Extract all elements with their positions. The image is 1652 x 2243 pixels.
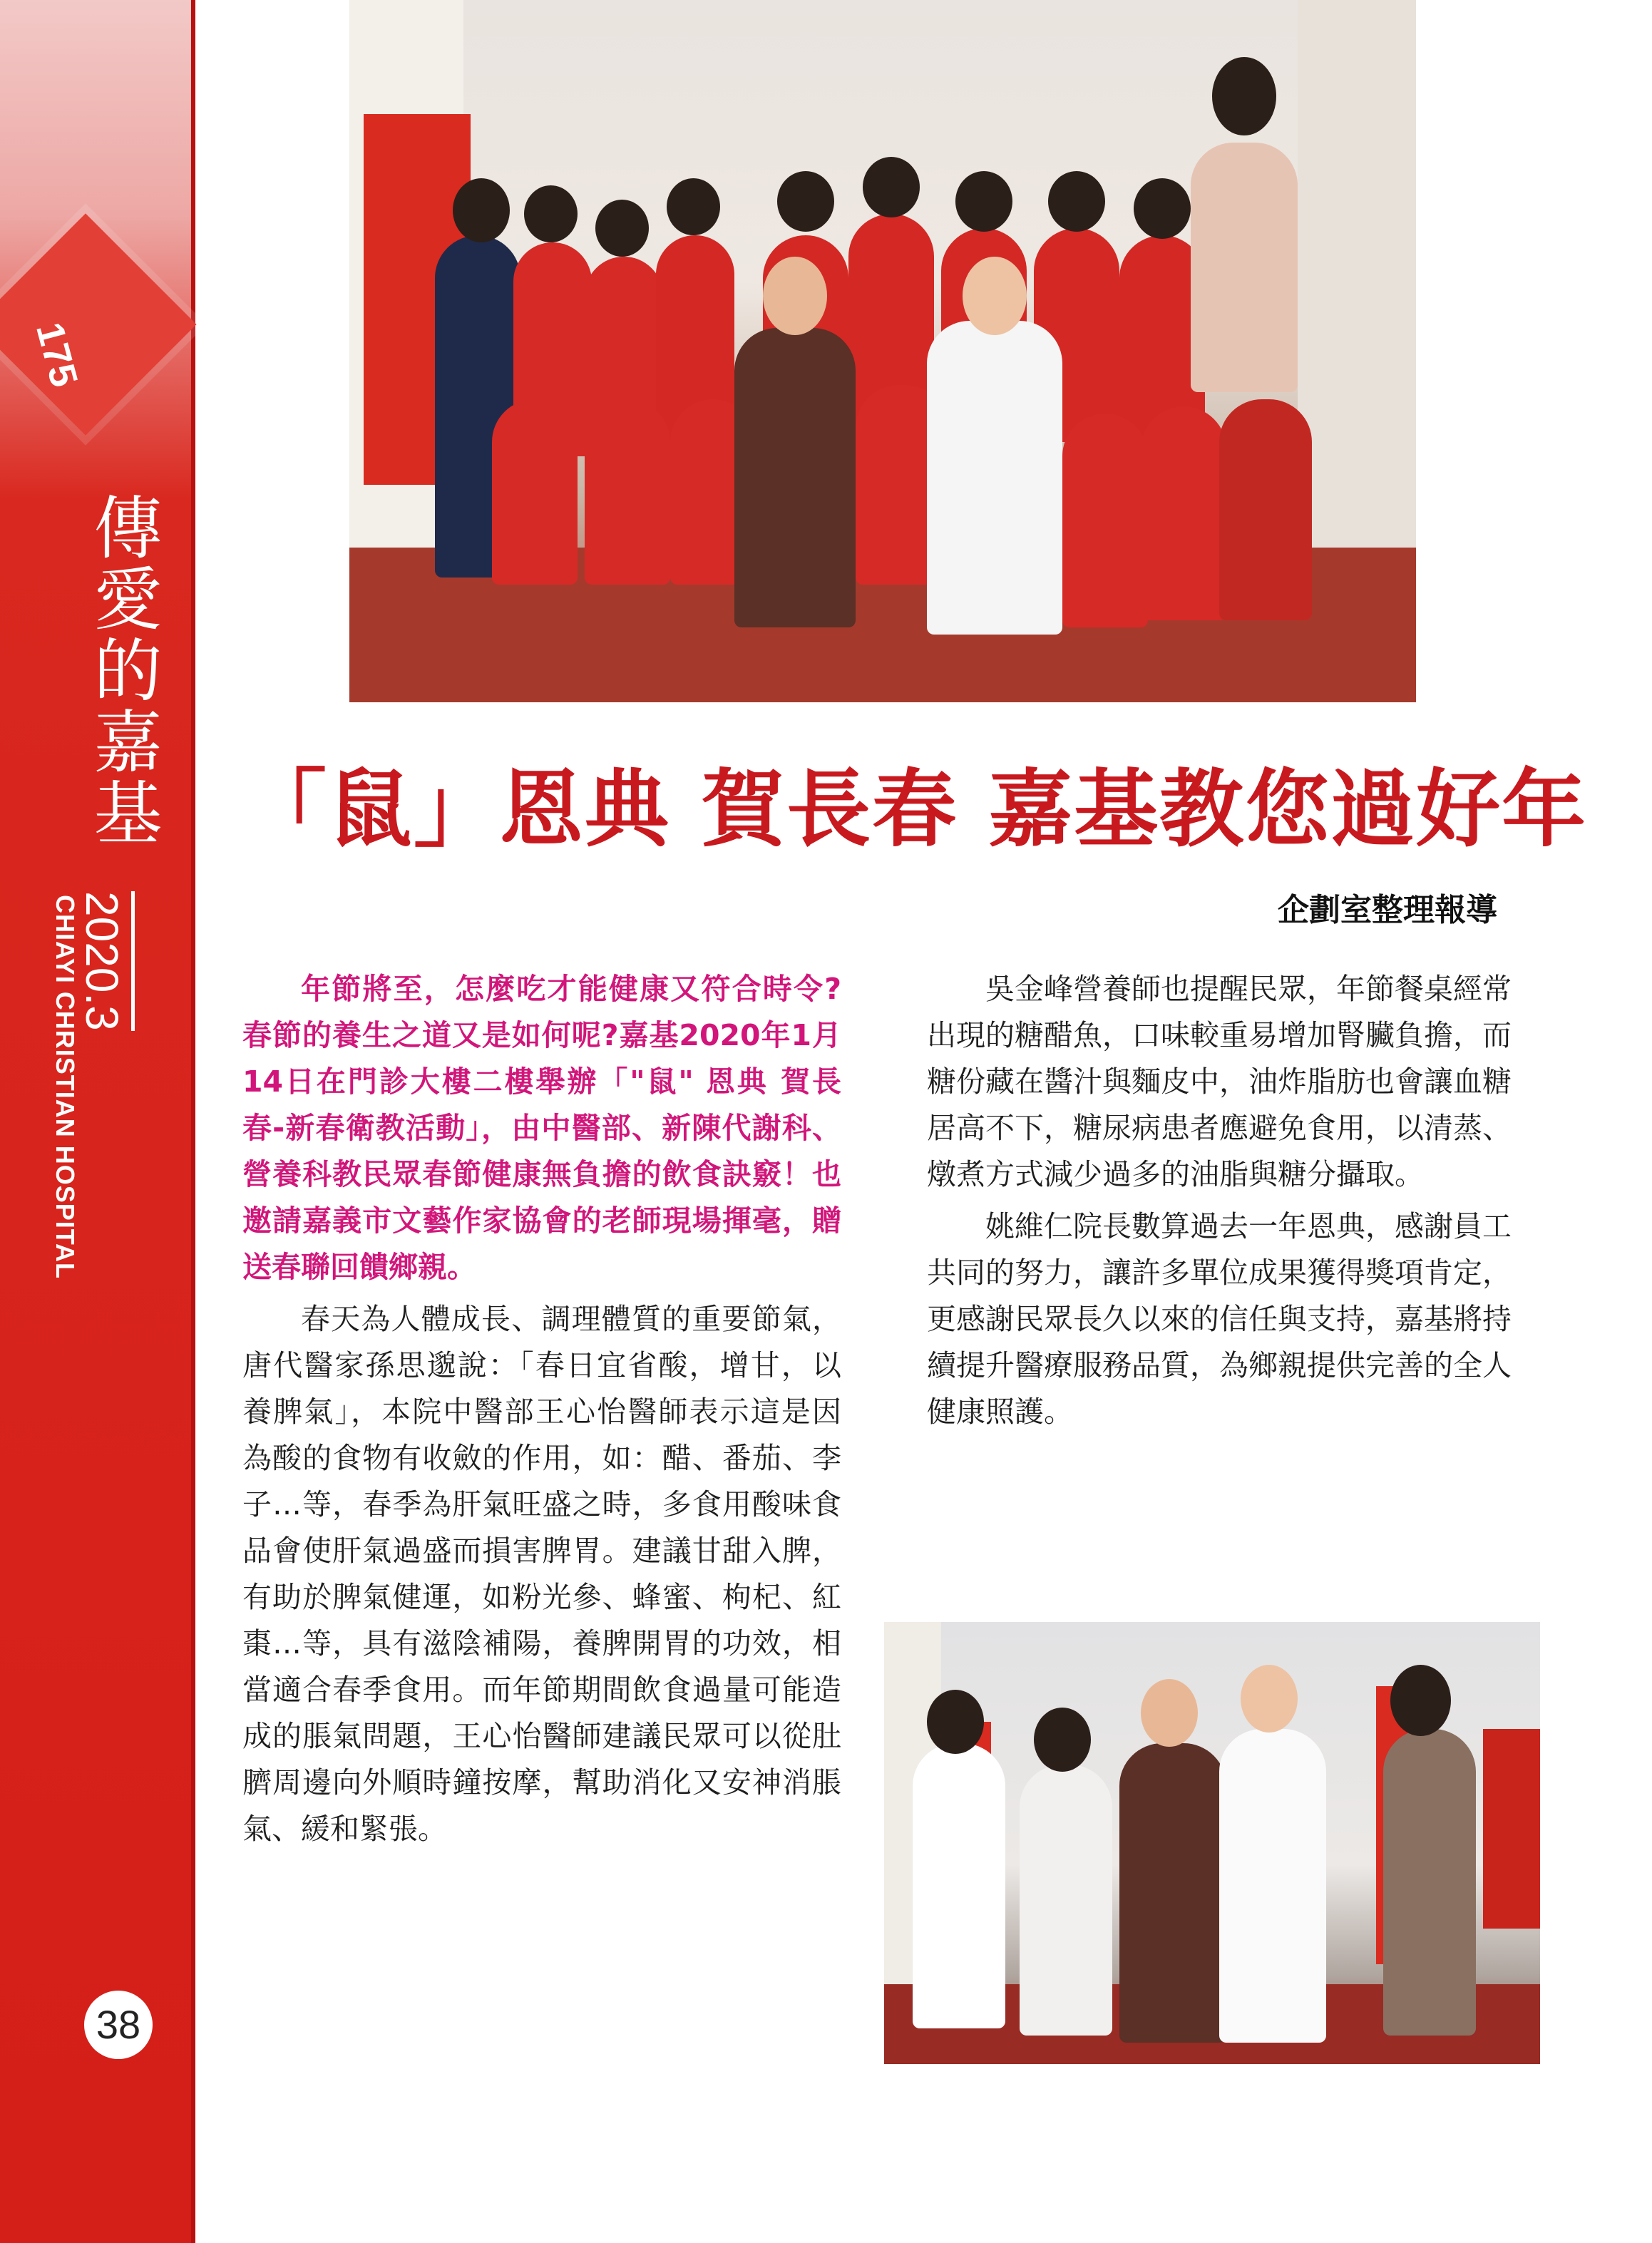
issue-date: 2020.3 — [78, 891, 135, 1031]
couplet-photo — [884, 1622, 1540, 2064]
sidebar-stripe — [191, 0, 195, 2243]
article-byline: 企劃室整理報導 — [1278, 892, 1497, 928]
article-lead: 年節將至，怎麼吃才能健康又符合時令?春節的養生之道又是如何呢?嘉基2020年1月14日在門診大樓二樓舉辦「"鼠" 恩典 賀長春-新春衛教活動」，由中醫部、新陳代謝科、營養科教民眾春節健康無負擔的飲食訣竅！也邀請嘉義市文藝作家協會的老師現場揮毫，贈送春聯回饋鄉親。 — [242, 972, 841, 1284]
article-column-left — [242, 966, 841, 1852]
article-paragraph: 姚維仁院長數算過去一年恩典，感謝員工共同的努力，讓許多單位成果獲得獎項肯定，更感謝民眾長久以來的信任與支持，嘉基將持續提升醫療服務品質，為鄉親提供完善的全人健康照護。 — [927, 1209, 1512, 1429]
issue-number: 175 — [28, 318, 86, 391]
article-column-right — [927, 966, 1512, 1435]
group-photo — [349, 0, 1416, 702]
magazine-title: 傳愛的嘉基 — [83, 492, 163, 848]
page-number: 38 — [84, 1991, 153, 2059]
article-paragraph: 春天為人體成長、調理體質的重要節氣，唐代醫家孫思邈說：「春日宜省酸，增甘，以養脾氣」，本院中醫部王心怡醫師表示這是因為酸的食物有收斂的作用，如：醋、番茄、李子…等，春季為肝氣旺盛之時，多食用酸味食品會使肝氣過盛而損害脾胃。建議甘甜入脾，有助於脾氣健運，如粉光參、蜂蜜、枸杞、紅棗…等，具有滋陰補陽，養脾開胃的功效，相當適合春季食用。而年節期間飲食過量可能造成的脹氣問題，王心怡醫師建議民眾可以從肚臍周邊向外順時鐘按摩，幫助消化又安神消脹氣、緩和緊張。 — [242, 1302, 841, 1846]
article-headline: 「鼠」恩典 賀長春 嘉基教您過好年 — [242, 759, 1588, 858]
article-paragraph: 吳金峰營養師也提醒民眾，年節餐桌經常出現的糖醋魚，口味較重易增加腎臟負擔，而糖份藏在醬汁與麵皮中，油炸脂肪也會讓血糖居高不下，糖尿病患者應避免食用，以清蒸、燉煮方式減少過多的油脂與糖分攝取。 — [927, 972, 1512, 1191]
hospital-name: CHIAYI CHRISTIAN HOSPITAL — [51, 895, 80, 1280]
